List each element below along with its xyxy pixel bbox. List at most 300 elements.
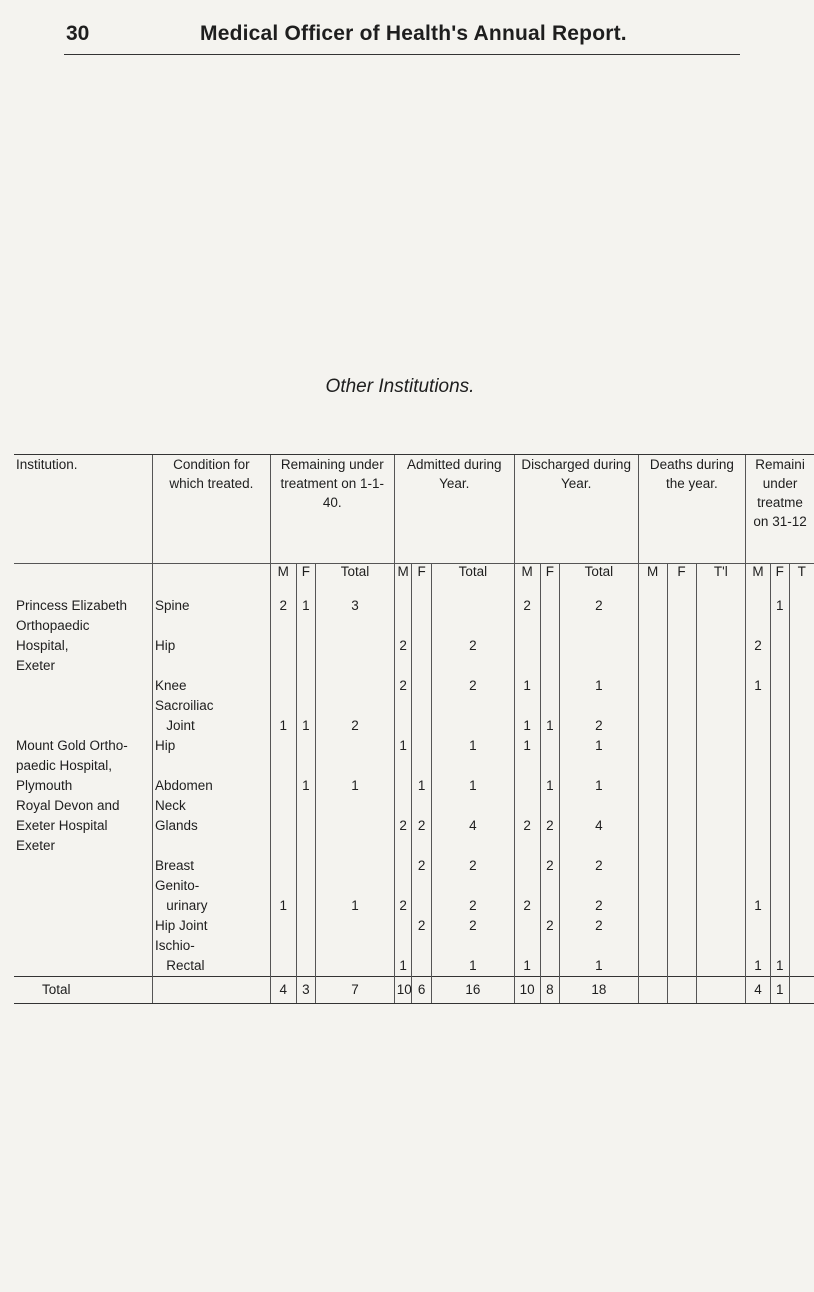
value-cell xyxy=(770,756,789,776)
institution-cell xyxy=(14,856,152,876)
value-cell xyxy=(296,956,316,977)
value-cell xyxy=(638,716,667,736)
value-cell xyxy=(560,696,639,716)
value-cell xyxy=(667,656,696,676)
institution-cell xyxy=(14,676,152,696)
institution-cell: Plymouth xyxy=(16,778,73,793)
value-cell xyxy=(696,836,746,856)
value-cell xyxy=(638,596,667,616)
value-cell xyxy=(540,736,560,756)
report-title: Medical Officer of Health's Annual Report. xyxy=(200,22,627,45)
value-cell xyxy=(412,676,432,696)
value-cell xyxy=(789,776,814,796)
value-cell xyxy=(431,936,514,956)
value-cell: 1 xyxy=(514,676,540,696)
value-cell xyxy=(270,856,296,876)
value-cell: 1 xyxy=(560,676,639,696)
value-cell xyxy=(667,756,696,776)
condition-cell: Abdomen xyxy=(152,776,270,796)
value-cell xyxy=(412,736,432,756)
value-cell: 1 xyxy=(270,896,296,916)
value-cell xyxy=(696,956,746,977)
value-cell xyxy=(412,756,432,776)
value-cell xyxy=(746,876,771,896)
value-cell xyxy=(638,776,667,796)
value-cell xyxy=(789,816,814,836)
value-cell xyxy=(270,656,296,676)
value-cell xyxy=(394,936,412,956)
value-cell xyxy=(412,936,432,956)
value-cell xyxy=(412,656,432,676)
value-cell xyxy=(270,816,296,836)
value-cell xyxy=(296,816,316,836)
sub-f: F xyxy=(412,564,432,597)
value-cell xyxy=(696,676,746,696)
value-cell xyxy=(412,896,432,916)
sub-f: F xyxy=(540,564,560,597)
value-cell xyxy=(789,656,814,676)
sub-total-short: T'l xyxy=(696,564,746,597)
value-cell xyxy=(394,916,412,936)
value-cell xyxy=(514,916,540,936)
value-cell xyxy=(696,816,746,836)
table-row xyxy=(14,896,814,916)
value-cell xyxy=(270,796,296,816)
value-cell xyxy=(296,696,316,716)
value-cell xyxy=(638,756,667,776)
value-cell: 2 xyxy=(514,816,540,836)
institution-cell: Exeter xyxy=(16,658,56,673)
value-cell xyxy=(770,696,789,716)
value-cell xyxy=(270,696,296,716)
value-cell xyxy=(296,876,316,896)
value-cell: 2 xyxy=(431,676,514,696)
value-cell xyxy=(770,936,789,956)
total-cell: 10 xyxy=(514,977,540,1004)
institution-cell xyxy=(14,936,152,956)
value-cell xyxy=(789,956,814,977)
table-body xyxy=(14,596,814,977)
value-cell xyxy=(316,736,395,756)
total-cell: 3 xyxy=(296,977,316,1004)
value-cell: 2 xyxy=(431,916,514,936)
value-cell xyxy=(789,696,814,716)
value-cell xyxy=(638,656,667,676)
value-cell: 2 xyxy=(316,716,395,736)
value-cell xyxy=(270,916,296,936)
value-cell xyxy=(789,796,814,816)
value-cell xyxy=(431,616,514,636)
value-cell xyxy=(667,776,696,796)
value-cell xyxy=(296,896,316,916)
condition-cell: Knee xyxy=(152,676,270,696)
table-row xyxy=(14,716,814,736)
condition-cell: Joint xyxy=(152,716,270,736)
value-cell xyxy=(316,876,395,896)
value-cell xyxy=(696,636,746,656)
value-cell xyxy=(540,756,560,776)
value-cell xyxy=(316,676,395,696)
value-cell xyxy=(394,616,412,636)
value-cell: 1 xyxy=(296,776,316,796)
page-number: 30 xyxy=(66,22,90,45)
value-cell xyxy=(560,756,639,776)
value-cell xyxy=(431,596,514,616)
total-cell: 10 xyxy=(394,977,412,1004)
value-cell xyxy=(789,916,814,936)
value-cell: 1 xyxy=(296,596,316,616)
table-row xyxy=(14,636,814,656)
value-cell xyxy=(412,596,432,616)
value-cell xyxy=(560,876,639,896)
total-cell: 6 xyxy=(412,977,432,1004)
value-cell xyxy=(789,836,814,856)
value-cell xyxy=(638,676,667,696)
value-cell xyxy=(431,756,514,776)
value-cell xyxy=(296,636,316,656)
value-cell xyxy=(746,796,771,816)
value-cell xyxy=(696,716,746,736)
value-cell: 2 xyxy=(412,816,432,836)
value-cell xyxy=(270,876,296,896)
value-cell xyxy=(540,956,560,977)
institution-cell xyxy=(14,916,152,936)
value-cell xyxy=(514,776,540,796)
condition-cell: Genito- xyxy=(152,876,270,896)
value-cell: 1 xyxy=(560,776,639,796)
value-cell: 2 xyxy=(746,636,771,656)
value-cell xyxy=(560,636,639,656)
value-cell xyxy=(514,936,540,956)
value-cell xyxy=(412,696,432,716)
value-cell xyxy=(296,936,316,956)
value-cell xyxy=(696,856,746,876)
value-cell xyxy=(540,936,560,956)
condition-cell: Breast xyxy=(152,856,270,876)
value-cell xyxy=(316,696,395,716)
value-cell: 4 xyxy=(560,816,639,836)
value-cell xyxy=(514,656,540,676)
total-cell: 8 xyxy=(540,977,560,1004)
section-title: Other Institutions. xyxy=(325,376,475,397)
value-cell xyxy=(789,596,814,616)
value-cell xyxy=(789,896,814,916)
value-cell: 2 xyxy=(560,896,639,916)
value-cell xyxy=(316,836,395,856)
value-cell: 1 xyxy=(394,956,412,977)
value-cell xyxy=(514,796,540,816)
value-cell xyxy=(746,756,771,776)
value-cell xyxy=(296,756,316,776)
value-cell xyxy=(696,696,746,716)
value-cell xyxy=(540,696,560,716)
value-cell xyxy=(770,636,789,656)
value-cell xyxy=(789,936,814,956)
value-cell xyxy=(270,956,296,977)
subheader-row xyxy=(14,564,814,597)
condition-cell xyxy=(152,616,270,636)
condition-cell xyxy=(152,836,270,856)
sub-total: Total xyxy=(431,564,514,597)
value-cell xyxy=(667,636,696,656)
value-cell xyxy=(412,616,432,636)
value-cell xyxy=(540,616,560,636)
value-cell xyxy=(270,676,296,696)
value-cell: 1 xyxy=(560,956,639,977)
table-row xyxy=(14,876,814,896)
value-cell xyxy=(431,796,514,816)
value-cell xyxy=(789,736,814,756)
value-cell: 2 xyxy=(560,856,639,876)
value-cell xyxy=(394,856,412,876)
value-cell xyxy=(540,836,560,856)
value-cell xyxy=(412,636,432,656)
value-cell: 2 xyxy=(431,856,514,876)
value-cell xyxy=(770,916,789,936)
value-cell xyxy=(696,936,746,956)
total-cell: 18 xyxy=(560,977,639,1004)
value-cell xyxy=(560,936,639,956)
total-cell: 1 xyxy=(770,977,789,1004)
sub-total-cut: T xyxy=(789,564,814,597)
value-cell: 1 xyxy=(270,716,296,736)
col-condition: Condition for which treated. xyxy=(152,455,270,564)
value-cell xyxy=(746,736,771,756)
condition-cell: Glands xyxy=(152,816,270,836)
institution-cell xyxy=(14,696,152,716)
value-cell xyxy=(270,836,296,856)
institution-cell xyxy=(14,956,152,977)
condition-cell: Spine xyxy=(152,596,270,616)
value-cell: 2 xyxy=(394,816,412,836)
table-row xyxy=(14,916,814,936)
value-cell xyxy=(394,596,412,616)
value-cell xyxy=(394,696,412,716)
value-cell xyxy=(540,896,560,916)
value-cell xyxy=(789,616,814,636)
value-cell: 1 xyxy=(540,776,560,796)
value-cell: 2 xyxy=(540,816,560,836)
institution-cell xyxy=(14,876,152,896)
total-cell xyxy=(696,977,746,1004)
value-cell xyxy=(431,656,514,676)
value-cell: 2 xyxy=(540,916,560,936)
sub-f: F xyxy=(667,564,696,597)
value-cell: 1 xyxy=(770,956,789,977)
value-cell xyxy=(296,676,316,696)
value-cell xyxy=(394,716,412,736)
value-cell xyxy=(638,956,667,977)
value-cell xyxy=(638,876,667,896)
col-institution: Institution. xyxy=(14,455,152,564)
value-cell xyxy=(638,896,667,916)
institution-cell: Exeter xyxy=(16,838,56,853)
value-cell: 2 xyxy=(412,916,432,936)
value-cell: 1 xyxy=(746,676,771,696)
value-cell xyxy=(667,916,696,936)
value-cell xyxy=(789,876,814,896)
value-cell xyxy=(270,616,296,636)
col-discharged: Discharged during Year. xyxy=(514,455,638,564)
value-cell: 2 xyxy=(560,716,639,736)
value-cell xyxy=(638,736,667,756)
table-row xyxy=(14,956,814,977)
value-cell xyxy=(667,876,696,896)
value-cell xyxy=(770,676,789,696)
sub-f: F xyxy=(770,564,789,597)
value-cell xyxy=(540,636,560,656)
sub-total: Total xyxy=(316,564,395,597)
table-row xyxy=(14,936,814,956)
value-cell: 4 xyxy=(431,816,514,836)
table-row xyxy=(14,616,814,636)
condition-cell: Ischio- xyxy=(152,936,270,956)
value-cell: 2 xyxy=(431,896,514,916)
value-cell: 1 xyxy=(431,776,514,796)
value-cell: 2 xyxy=(270,596,296,616)
value-cell xyxy=(746,936,771,956)
value-cell xyxy=(746,856,771,876)
value-cell xyxy=(394,756,412,776)
value-cell xyxy=(638,856,667,876)
value-cell: 1 xyxy=(296,716,316,736)
value-cell xyxy=(316,856,395,876)
table-row xyxy=(14,776,814,796)
total-cell: 7 xyxy=(316,977,395,1004)
value-cell xyxy=(696,796,746,816)
value-cell xyxy=(638,636,667,656)
value-cell xyxy=(394,876,412,896)
sub-m: M xyxy=(394,564,412,597)
condition-cell xyxy=(152,656,270,676)
value-cell xyxy=(412,876,432,896)
value-cell xyxy=(696,756,746,776)
value-cell: 1 xyxy=(746,896,771,916)
value-cell xyxy=(667,696,696,716)
value-cell xyxy=(514,616,540,636)
table-row xyxy=(14,696,814,716)
table-row xyxy=(14,656,814,676)
value-cell xyxy=(270,636,296,656)
value-cell: 2 xyxy=(412,856,432,876)
value-cell xyxy=(770,876,789,896)
value-cell: 2 xyxy=(431,636,514,656)
value-cell xyxy=(540,596,560,616)
value-cell xyxy=(394,836,412,856)
value-cell: 1 xyxy=(560,736,639,756)
value-cell xyxy=(316,936,395,956)
table-row xyxy=(14,816,814,836)
institution-cell: paedic Hospital, xyxy=(16,758,113,773)
value-cell xyxy=(394,796,412,816)
value-cell xyxy=(746,776,771,796)
institution-cell: Orthopaedic xyxy=(16,618,90,633)
value-cell xyxy=(696,656,746,676)
value-cell: 1 xyxy=(394,736,412,756)
institution-cell: Mount Gold Ortho- xyxy=(16,738,128,753)
value-cell: 1 xyxy=(316,776,395,796)
table-row xyxy=(14,736,814,756)
value-cell xyxy=(514,696,540,716)
value-cell xyxy=(514,636,540,656)
value-cell xyxy=(638,696,667,716)
value-cell xyxy=(770,736,789,756)
table-row xyxy=(14,856,814,876)
value-cell xyxy=(296,736,316,756)
value-cell xyxy=(770,716,789,736)
table-row xyxy=(14,596,814,616)
value-cell xyxy=(316,796,395,816)
value-cell xyxy=(789,716,814,736)
institutions-table xyxy=(14,454,814,1004)
value-cell xyxy=(638,796,667,816)
condition-cell xyxy=(152,756,270,776)
value-cell: 1 xyxy=(514,716,540,736)
value-cell xyxy=(667,796,696,816)
value-cell xyxy=(394,656,412,676)
value-cell xyxy=(667,896,696,916)
value-cell: 2 xyxy=(394,636,412,656)
value-cell xyxy=(667,856,696,876)
value-cell xyxy=(746,816,771,836)
value-cell xyxy=(560,836,639,856)
value-cell xyxy=(667,596,696,616)
condition-cell: Rectal xyxy=(152,956,270,977)
institution-cell: Hospital, xyxy=(16,638,69,653)
col-remaining-end: Remaini under treatme on 31-12 xyxy=(746,455,814,564)
value-cell xyxy=(696,616,746,636)
total-cell: 4 xyxy=(270,977,296,1004)
value-cell xyxy=(746,596,771,616)
institution-cell: Princess Elizabeth xyxy=(16,598,128,613)
value-cell xyxy=(770,796,789,816)
value-cell xyxy=(789,676,814,696)
value-cell: 1 xyxy=(431,736,514,756)
value-cell xyxy=(746,716,771,736)
total-cell xyxy=(667,977,696,1004)
value-cell: 2 xyxy=(560,596,639,616)
value-cell xyxy=(316,616,395,636)
value-cell xyxy=(696,896,746,916)
table-row xyxy=(14,756,814,776)
value-cell xyxy=(770,656,789,676)
sub-f: F xyxy=(296,564,316,597)
institution-cell xyxy=(14,896,152,916)
value-cell xyxy=(316,916,395,936)
col-admitted: Admitted during Year. xyxy=(394,455,514,564)
value-cell xyxy=(638,836,667,856)
condition-cell: Hip Joint xyxy=(152,916,270,936)
value-cell xyxy=(560,656,639,676)
institution-cell: Royal Devon and xyxy=(16,798,120,813)
sub-m: M xyxy=(514,564,540,597)
value-cell xyxy=(431,876,514,896)
value-cell xyxy=(667,956,696,977)
table-row xyxy=(14,676,814,696)
value-cell xyxy=(412,796,432,816)
value-cell: 1 xyxy=(746,956,771,977)
value-cell xyxy=(560,616,639,636)
sub-m: M xyxy=(270,564,296,597)
value-cell xyxy=(316,756,395,776)
value-cell xyxy=(746,916,771,936)
value-cell xyxy=(789,636,814,656)
total-cell: 4 xyxy=(746,977,771,1004)
value-cell: 1 xyxy=(770,596,789,616)
value-cell xyxy=(667,736,696,756)
value-cell xyxy=(667,816,696,836)
value-cell xyxy=(696,736,746,756)
